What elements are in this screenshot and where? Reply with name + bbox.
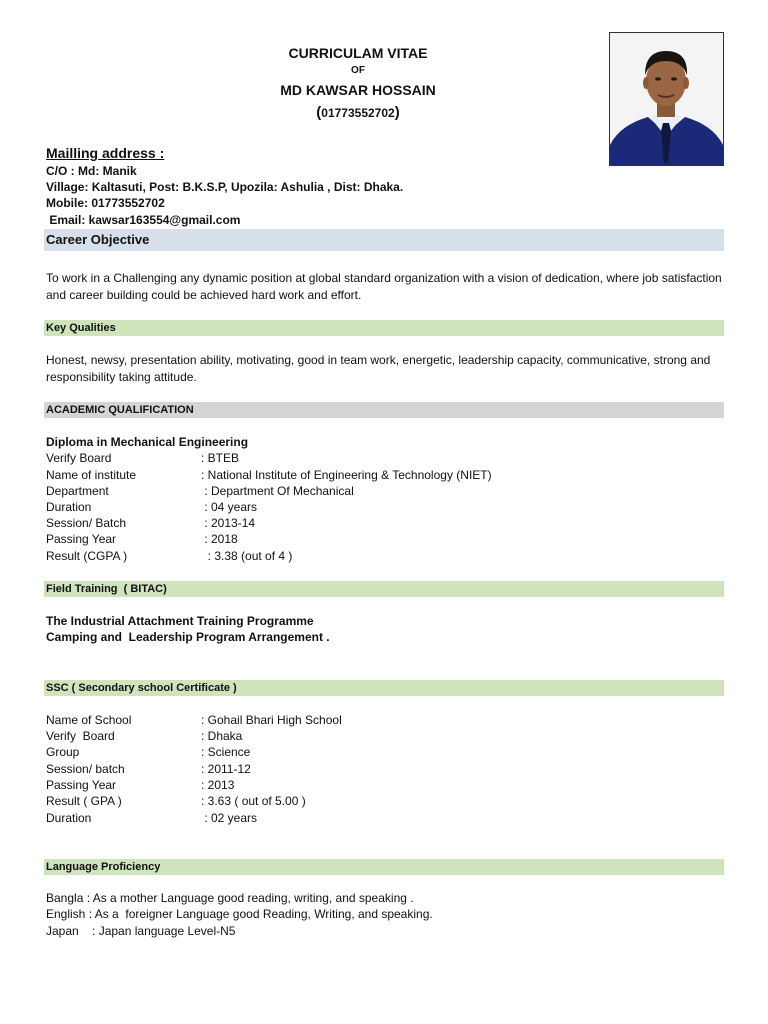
ssc-row <box>46 777 234 793</box>
career-objective-heading: Career Objective <box>44 229 724 251</box>
academic-key: Duration <box>46 500 92 514</box>
academic-row <box>46 531 238 547</box>
mailing-address-heading: Mailling address : <box>46 145 165 161</box>
mailing-line-village: Village: Kaltasuti, Post: B.K.S.P, Upozila: Ashulia , Dist: Dhaka. <box>46 180 404 194</box>
mailing-line-email: Email: kawsar163554@gmail.com <box>46 213 241 227</box>
ssc-key: Name of School <box>46 713 132 727</box>
mailing-line-co: C/O : Md: Manik <box>46 164 137 178</box>
language-line-bangla: Bangla : As a mother Language good reading, writing, and speaking . <box>46 891 414 905</box>
ssc-key: Verify Board <box>46 729 115 743</box>
ssc-value: : 2013 <box>201 778 235 792</box>
cv-phone-number: 01773552702 <box>321 106 395 120</box>
ssc-row <box>46 761 251 777</box>
ssc-key: Session/ batch <box>46 762 125 776</box>
field-training-heading: Field Training ( BITAC) <box>44 581 724 597</box>
academic-value: : Department Of Mechanical <box>201 484 354 498</box>
ssc-value: : Science <box>201 745 251 759</box>
academic-key: Department <box>46 484 109 498</box>
ssc-row <box>46 744 250 760</box>
academic-value: : National Institute of Engineering & Technology (NIET) <box>201 468 492 482</box>
ssc-key: Passing Year <box>46 778 117 792</box>
academic-key: Name of institute <box>46 468 137 482</box>
academic-value: : 2013-14 <box>201 516 256 530</box>
academic-row <box>46 467 492 483</box>
language-line-japan: Japan : Japan language Level-N5 <box>46 924 236 938</box>
career-objective-text: To work in a Challenging any dynamic position at global standard organization with a vision of dedication, where job satisfaction and career building could be achieved hard work and effort. <box>46 271 722 302</box>
academic-value: : 04 years <box>201 500 258 514</box>
academic-key: Passing Year <box>46 532 117 546</box>
academic-value: : 2018 <box>201 532 238 546</box>
training-line: The Industrial Attachment Training Programme <box>46 614 314 628</box>
ssc-row <box>46 810 257 826</box>
ssc-row <box>46 728 242 744</box>
academic-value: : BTEB <box>201 451 240 465</box>
academic-row <box>46 515 255 531</box>
key-qualities-text: Honest, newsy, presentation ability, motivating, good in team work, energetic, leadership capacity, communicative, strong and responsibility taking attitude. <box>46 353 711 384</box>
academic-heading: ACADEMIC QUALIFICATION <box>44 402 724 418</box>
ssc-value: : Gohail Bhari High School <box>201 713 342 727</box>
language-line-english: English : As a foreigner Language good Reading, Writing, and speaking. <box>46 907 433 921</box>
mailing-line-mobile: Mobile: 01773552702 <box>46 196 165 210</box>
ssc-heading: SSC ( Secondary school Certificate ) <box>44 680 724 696</box>
academic-key: Result (CGPA ) <box>46 549 128 563</box>
cv-of: OF <box>351 65 365 76</box>
ssc-key: Duration <box>46 811 92 825</box>
ssc-value: : Dhaka <box>201 729 243 743</box>
cv-phone: (01773552702) <box>316 104 400 121</box>
ssc-value: : 2011-12 <box>201 762 251 776</box>
ssc-value: : 02 years <box>201 811 258 825</box>
cv-title: CURRICULAM VITAE <box>288 45 428 61</box>
language-heading: Language Proficiency <box>44 859 724 875</box>
ssc-row <box>46 712 342 728</box>
academic-row <box>46 483 354 499</box>
cv-name: MD KAWSAR HOSSAIN <box>280 82 436 98</box>
ssc-key: Result ( GPA ) <box>46 794 122 808</box>
key-qualities-heading: Key Qualities <box>44 320 724 336</box>
academic-row <box>46 548 292 564</box>
academic-key: Session/ Batch <box>46 516 127 530</box>
ssc-value: : 3.63 ( out of 5.00 ) <box>201 794 306 808</box>
ssc-key: Group <box>46 745 80 759</box>
training-line: Camping and Leadership Program Arrangement . <box>46 630 330 644</box>
academic-value: : 3.38 (out of 4 ) <box>201 549 293 563</box>
ssc-row <box>46 793 306 809</box>
academic-key: Verify Board <box>46 451 112 465</box>
academic-row <box>46 499 257 515</box>
academic-row <box>46 450 239 466</box>
profile-photo <box>609 32 724 166</box>
academic-degree: Diploma in Mechanical Engineering <box>46 435 249 449</box>
